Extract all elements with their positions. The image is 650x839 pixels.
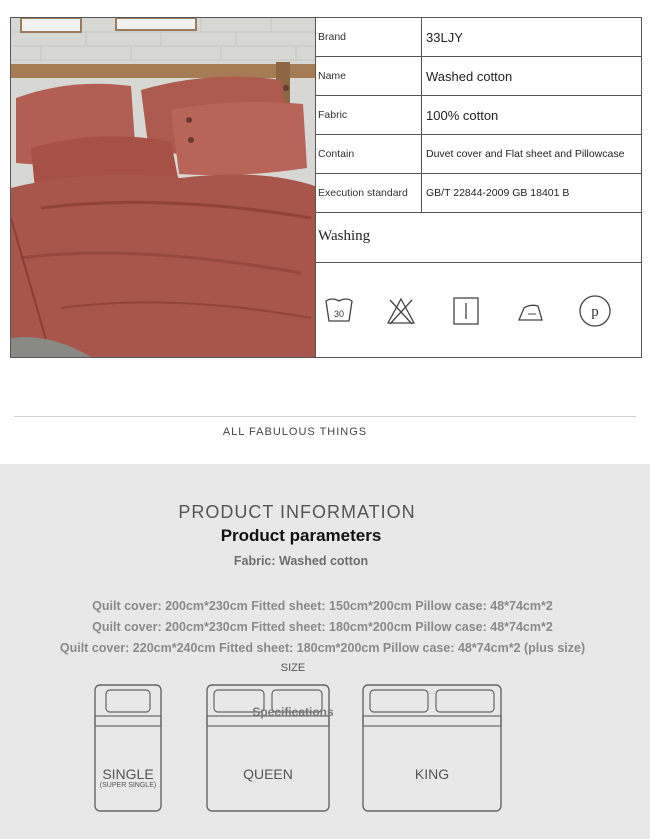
bed-subname: (SUPER SINGLE) [99,782,157,789]
bedding-photo-illustration [11,18,315,357]
single-bed-diagram [92,682,164,814]
washing-label: Washing [316,215,641,263]
table-row [316,135,641,174]
wash-30-icon [324,296,354,324]
table-row [316,96,641,135]
product-table-frame [10,17,642,358]
bed-label-queen: QUEEN [243,766,293,782]
table-row [316,57,641,96]
row-key: Name [316,57,422,96]
wash-temp: 30 [333,309,345,319]
bedding-photo [11,18,316,357]
row-value: Duvet cover and Flat sheet and Pillowcase [422,135,642,174]
bed-label-king: KING [414,766,450,782]
product-params-heading: Product parameters [220,526,382,545]
iron-icon [516,300,546,324]
no-bleach-icon [386,296,416,326]
size-line-1: Quilt cover: 200cm*230cm Fitted sheet: 150cm*200cm Pillow case: 48*74cm*2 [92,599,553,613]
care-icons [316,264,641,357]
row-key: Brand [316,18,422,57]
divider [14,416,636,417]
product-spec-table [316,18,641,213]
table-row [316,174,641,213]
row-key: Contain [316,135,422,174]
line-dry-icon [452,296,480,326]
table-row [316,18,641,57]
fabric-line: Fabric: Washed cotton [233,554,369,568]
bed-label-single [92,766,164,789]
row-value: 100% cotton [422,96,642,135]
tagline: ALL FABULOUS THINGS [222,426,368,438]
queen-bed-diagram [204,682,332,814]
row-key: Fabric [316,96,422,135]
row-value: Washed cotton [422,57,642,96]
size-line-2: Quilt cover: 200cm*230cm Fitted sheet: 180cm*200cm Pillow case: 48*74cm*2 [92,620,553,634]
size-line-3: Quilt cover: 220cm*240cm Fitted sheet: 180cm*200cm Pillow case: 48*74cm*2 (plus size) [59,641,586,655]
king-bed-diagram [360,682,504,814]
row-value: GB/T 22844-2009 GB 18401 B [422,174,642,213]
row-value: 33LJY [422,18,642,57]
dry-clean-letter: p [591,304,599,320]
bed-name: SINGLE [102,766,154,782]
row-key: Execution standard [316,174,422,213]
dry-clean-icon [578,294,612,328]
product-info-heading: PRODUCT INFORMATION [178,502,416,522]
size-label: SIZE [280,662,306,674]
specifications-label: Specifications [252,705,334,719]
